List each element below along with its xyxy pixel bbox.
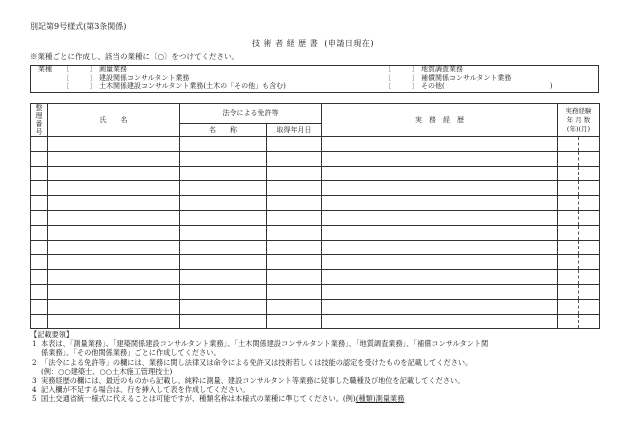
name-cell[interactable]	[48, 151, 180, 166]
note-number: 4	[32, 385, 37, 395]
note-text: 「法令による免許等」の欄には、業務に関し法律又は命令による免許又は技術若しくは技能の認定を受けたものを記載してください。	[41, 357, 473, 367]
license-date-cell[interactable]	[267, 314, 322, 329]
note-item	[30, 358, 605, 367]
name-cell[interactable]	[48, 196, 180, 211]
header-license-date: 取得年月日	[267, 123, 322, 136]
note-text: 実務経歴の欄には、最近のものから記載し、純粋に測量、建設コンサルタント等業務に従事した職種及び地位を記載してください。	[41, 376, 465, 386]
experience-month-cell[interactable]	[579, 151, 600, 166]
business-option-other[interactable]	[384, 83, 552, 90]
experience-year-cell[interactable]	[558, 166, 579, 181]
note-number: 5	[32, 394, 37, 404]
license-date-cell[interactable]	[267, 181, 322, 196]
note-item	[30, 339, 605, 348]
number-cell[interactable]	[31, 225, 48, 240]
license-date-cell[interactable]	[267, 240, 322, 255]
license-name-cell[interactable]	[180, 196, 267, 211]
name-cell[interactable]	[48, 314, 180, 329]
experience-month-cell[interactable]	[579, 240, 600, 255]
license-date-cell[interactable]	[267, 225, 322, 240]
note-example: (種類)測量業務	[355, 394, 405, 404]
option-label: 補償関係コンサルタント業務	[421, 73, 512, 82]
title-note: (申請日現在)	[324, 39, 374, 48]
business-label: 業種	[38, 65, 52, 73]
note-number: 3	[32, 376, 37, 386]
header-number: 整理番号	[31, 104, 48, 137]
table-row	[31, 270, 600, 285]
experience-month-cell[interactable]	[579, 166, 600, 181]
note-text: 係業務」、「その他関係業務」ごとに作成してください。	[41, 348, 221, 358]
note-item	[30, 376, 605, 385]
license-name-cell[interactable]	[180, 299, 267, 314]
note-item-continuation	[30, 367, 605, 376]
name-cell[interactable]	[48, 166, 180, 181]
table-row	[31, 240, 600, 255]
table-row	[31, 166, 600, 181]
license-name-cell[interactable]	[180, 284, 267, 299]
experience-month-cell[interactable]	[579, 225, 600, 240]
career-cell[interactable]	[322, 240, 558, 255]
career-cell[interactable]	[322, 196, 558, 211]
career-cell[interactable]	[322, 299, 558, 314]
license-name-cell[interactable]	[180, 137, 267, 152]
note-item-continuation	[30, 348, 605, 357]
header-career: 実 務 経 歴	[322, 104, 558, 137]
career-cell[interactable]	[322, 137, 558, 152]
experience-year-cell[interactable]	[558, 151, 579, 166]
number-cell[interactable]	[31, 270, 48, 285]
option-label: 建設関係コンサルタント業務	[99, 73, 190, 82]
number-cell[interactable]	[31, 299, 48, 314]
career-cell[interactable]	[322, 210, 558, 225]
number-cell[interactable]	[31, 196, 48, 211]
exp-label-top: 実務経験	[565, 106, 592, 115]
license-date-cell[interactable]	[267, 151, 322, 166]
experience-year-cell[interactable]	[558, 284, 579, 299]
experience-month-cell[interactable]	[579, 270, 600, 285]
option-bracket: 〔 〕	[384, 65, 419, 73]
experience-year-cell[interactable]	[558, 181, 579, 196]
license-date-cell[interactable]	[267, 255, 322, 270]
number-cell[interactable]	[31, 255, 48, 270]
notes-section	[30, 330, 605, 404]
number-cell[interactable]	[31, 240, 48, 255]
career-cell[interactable]	[322, 270, 558, 285]
career-cell[interactable]	[322, 284, 558, 299]
business-option-geology[interactable]	[384, 66, 463, 73]
table-row	[31, 225, 600, 240]
name-cell[interactable]	[48, 240, 180, 255]
license-date-cell[interactable]	[267, 196, 322, 211]
license-name-cell[interactable]	[180, 151, 267, 166]
license-date-cell[interactable]	[267, 270, 322, 285]
exp-label-mid: 年 月 数	[566, 115, 591, 124]
title-text: 技 術 者 経 歴 書	[252, 39, 319, 48]
license-name-cell[interactable]	[180, 240, 267, 255]
name-cell[interactable]	[48, 270, 180, 285]
license-date-cell[interactable]	[267, 299, 322, 314]
note-text: 本表は、「測量業務」、「建築関係建設コンサルタント業務」、「土木関係建設コンサルタント業務」、「地質調査業務」、「補償コンサルタント関	[41, 339, 489, 349]
note-item	[30, 385, 605, 394]
business-option-compensation[interactable]	[384, 75, 511, 82]
number-cell[interactable]	[31, 284, 48, 299]
header-license-name: 名 称	[180, 123, 267, 136]
experience-year-cell[interactable]	[558, 314, 579, 329]
experience-year-cell[interactable]	[558, 210, 579, 225]
name-cell[interactable]	[48, 225, 180, 240]
option-bracket: 〔 〕	[384, 82, 419, 90]
number-cell[interactable]	[31, 151, 48, 166]
experience-month-cell[interactable]	[579, 210, 600, 225]
option-label: 地質調査業務	[421, 65, 463, 73]
number-cell[interactable]	[31, 210, 48, 225]
experience-year-cell[interactable]	[558, 255, 579, 270]
name-cell[interactable]	[48, 255, 180, 270]
name-cell[interactable]	[48, 181, 180, 196]
name-cell[interactable]	[48, 137, 180, 152]
career-cell[interactable]	[322, 166, 558, 181]
exp-label-units: (年)(月)	[566, 124, 591, 133]
header-license: 法令による免許等	[180, 104, 322, 124]
license-date-cell[interactable]	[267, 166, 322, 181]
table-row	[31, 196, 600, 211]
experience-month-cell[interactable]	[579, 284, 600, 299]
table-row	[31, 299, 600, 314]
table-row	[31, 210, 600, 225]
career-cell[interactable]	[322, 255, 558, 270]
experience-year-cell[interactable]	[558, 299, 579, 314]
experience-month-cell[interactable]	[579, 137, 600, 152]
table-row	[31, 255, 600, 270]
number-cell[interactable]	[31, 314, 48, 329]
header-row-1	[31, 104, 600, 124]
career-cell[interactable]	[322, 225, 558, 240]
experience-year-cell[interactable]	[558, 270, 579, 285]
option-bracket: 〔 〕	[384, 73, 419, 82]
instruction-text: ※業種ごとに作成し、該当の業種に〔○〕をつけてください。	[30, 52, 240, 61]
number-cell[interactable]	[31, 137, 48, 152]
number-cell[interactable]	[31, 181, 48, 196]
career-cell[interactable]	[322, 151, 558, 166]
table-row	[31, 181, 600, 196]
option-label: その他( )	[421, 82, 553, 90]
table-row	[31, 314, 600, 329]
form-id: 別記第9号様式(第3条関係)	[30, 22, 127, 31]
license-name-cell[interactable]	[180, 210, 267, 225]
note-item	[30, 394, 605, 403]
experience-month-cell[interactable]	[579, 255, 600, 270]
note-number: 2	[32, 357, 37, 367]
license-name-cell[interactable]	[180, 181, 267, 196]
header-experience	[558, 104, 600, 137]
header-name: 氏 名	[48, 104, 180, 137]
document-title	[252, 40, 374, 48]
experience-month-cell[interactable]	[579, 314, 600, 329]
career-table	[30, 103, 600, 329]
option-label: 測量業務	[99, 65, 127, 73]
license-name-cell[interactable]	[180, 314, 267, 329]
license-date-cell[interactable]	[267, 284, 322, 299]
name-cell[interactable]	[48, 299, 180, 314]
experience-month-cell[interactable]	[579, 181, 600, 196]
business-option-civil-consultant[interactable]	[62, 83, 286, 90]
experience-year-cell[interactable]	[558, 196, 579, 211]
option-bracket: 〔 〕	[62, 65, 97, 73]
career-cell[interactable]	[322, 314, 558, 329]
notes-heading: 【記載要領】	[30, 330, 74, 339]
table-row	[31, 284, 600, 299]
option-bracket: 〔 〕	[62, 73, 97, 82]
experience-month-cell[interactable]	[579, 196, 600, 211]
note-text: (例：○○建築士、○○土木施工管理技士)	[41, 366, 173, 376]
option-bracket: 〔 〕	[62, 82, 97, 90]
license-name-cell[interactable]	[180, 225, 267, 240]
note-text: 記入欄が不足する場合は、行を挿入して表を作成してください。	[41, 385, 250, 395]
name-cell[interactable]	[48, 210, 180, 225]
number-cell[interactable]	[31, 166, 48, 181]
experience-year-cell[interactable]	[558, 225, 579, 240]
business-option-survey[interactable]	[62, 66, 127, 73]
business-option-building-consultant[interactable]	[62, 75, 189, 82]
career-cell[interactable]	[322, 181, 558, 196]
table-row	[31, 151, 600, 166]
license-date-cell[interactable]	[267, 210, 322, 225]
license-name-cell[interactable]	[180, 166, 267, 181]
note-number: 1	[32, 339, 37, 349]
license-name-cell[interactable]	[180, 270, 267, 285]
license-date-cell[interactable]	[267, 137, 322, 152]
experience-year-cell[interactable]	[558, 240, 579, 255]
option-label: 土木関係建設コンサルタント業務(土木の「その他」も含む)	[99, 82, 286, 90]
note-text: 国土交通省統一様式に代えることは可能ですが、種類名称は本様式の業種に準じてください。(例)	[41, 394, 356, 404]
license-name-cell[interactable]	[180, 255, 267, 270]
name-cell[interactable]	[48, 284, 180, 299]
experience-year-cell[interactable]	[558, 137, 579, 152]
table-row	[31, 137, 600, 152]
experience-month-cell[interactable]	[579, 299, 600, 314]
